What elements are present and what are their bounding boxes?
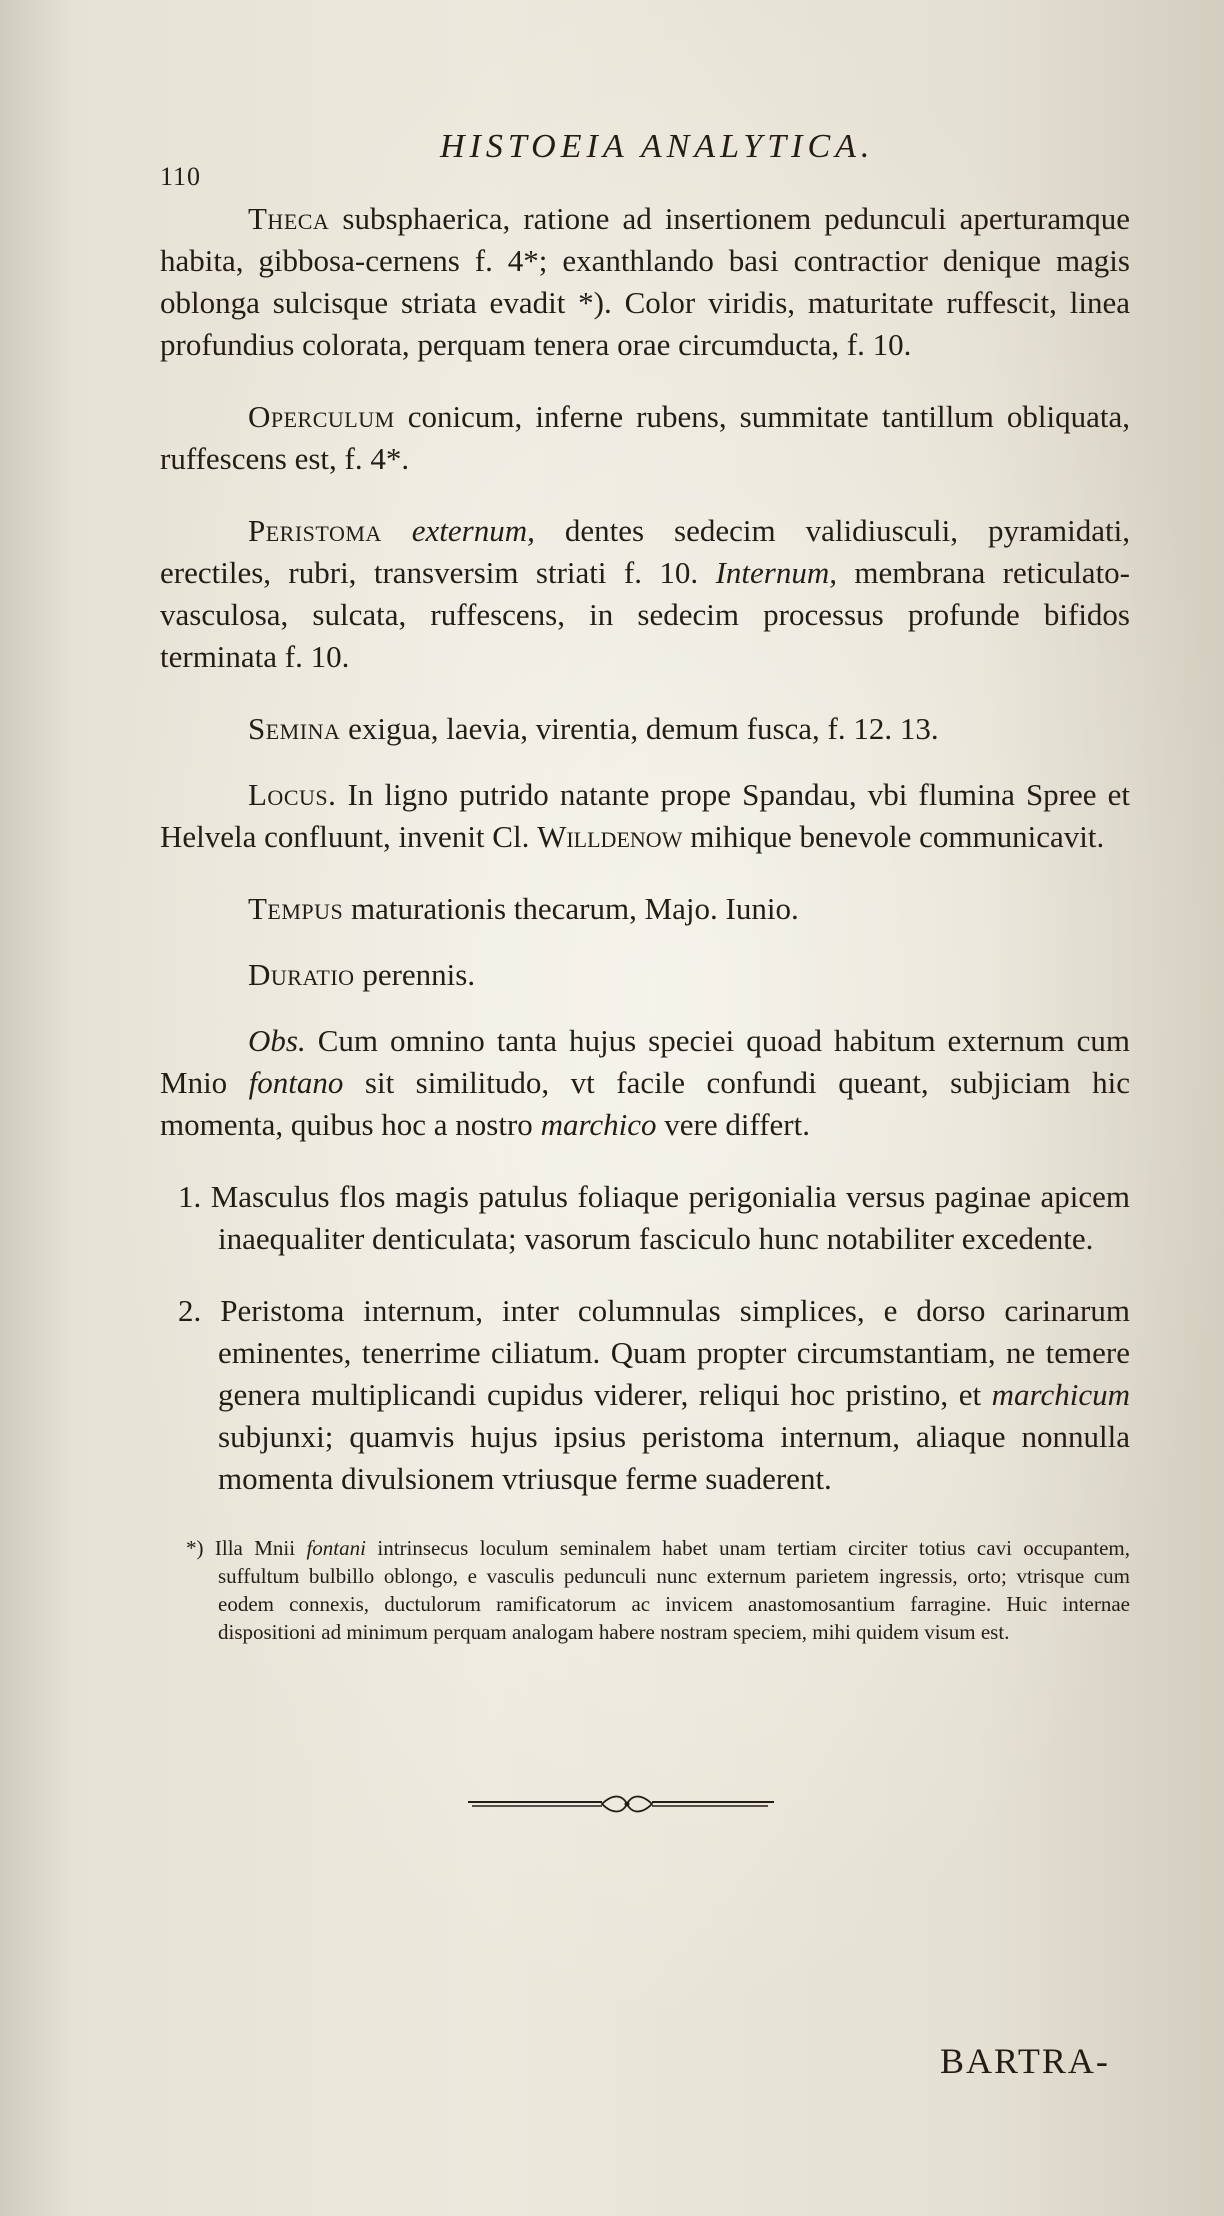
ornamental-rule: [462, 1790, 782, 1818]
theca-heading: Theca: [248, 201, 330, 236]
peristoma-paragraph: [160, 510, 1130, 678]
observation-marchico: marchico: [540, 1107, 657, 1142]
locus-heading: Locus.: [248, 777, 337, 812]
operculum-text: conicum, inferne rubens, summitate tantillum obliquata, ruffescens est, f. 4*.: [160, 399, 1130, 476]
footnote: [160, 1534, 1130, 1646]
theca-text: subsphaerica, ratione ad insertionem pedunculi aperturamque habita, gibbosa-cernens f. 4*; exanthlando basi contractior denique magis oblonga sulcisque striata evadit *). Color viridis, maturitate ruffescit, linea profundius colorata, perquam tenera orae circumducta, f. 10.: [160, 201, 1130, 362]
footnote-text-2: intrinsecus loculum seminalem habet unam tertiam circiter totius cavi occupantem, suffultum bulbillo oblongo, e vasculis pedunculi nunc externum parietem ingressis, orto; vtrisque cum eodem connexis, ductulorum ramificatorum ac invicem anastomosantium farragine. Huic internae dispositioni ad minimum perquam analogam habere nostram speciem, mihi quidem visum est.: [218, 1536, 1130, 1644]
list-item-marchicum: marchicum: [991, 1377, 1130, 1412]
page-number: 110: [160, 162, 202, 191]
duratio-text: perennis.: [354, 957, 476, 992]
semina-text: exigua, laevia, virentia, demum fusca, f. 12. 13.: [340, 711, 939, 746]
footnote-fontani: fontani: [306, 1536, 366, 1560]
operculum-paragraph: [160, 396, 1130, 480]
peristoma-heading: Peristoma: [248, 513, 382, 548]
duratio-paragraph: [160, 954, 1130, 996]
observation-text-3: vere differt.: [656, 1107, 810, 1142]
locus-text-2: mihique benevole communicavit.: [682, 819, 1105, 854]
main-text: [160, 198, 1130, 1667]
list-item-text-2: subjunxi; quamvis hujus ipsius peristoma internum, aliaque nonnulla momenta divulsionem vtriusque ferme suaderent.: [218, 1419, 1130, 1496]
peristoma-text-1: dentes sedecim validiusculi, pyramidati, erectiles, rubri, transversim striati f. 10.: [160, 513, 1131, 590]
operculum-heading: Operculum: [248, 399, 395, 434]
footnote-text-1: Illa Mnii: [203, 1536, 307, 1560]
catchword: BARTRA-: [940, 2041, 1110, 2081]
footnote-mark: *): [186, 1536, 204, 1560]
tempus-heading: Tempus: [248, 891, 344, 926]
list-item-text-1: Peristoma internum, inter columnulas simplices, e dorso carinarum eminentes, tenerrime ciliatum. Quam propter circumstantiam, ne temere genera multiplicandi cupidus viderer, reliqui hoc pristino, et: [201, 1293, 1130, 1412]
locus-collector-name: Willdenow: [537, 819, 683, 854]
theca-paragraph: [160, 198, 1130, 366]
page-header: [160, 128, 1140, 191]
observation-text-1: Cum omnino tanta hujus speciei quoad habitum externum cum Mnio: [160, 1023, 1130, 1100]
list-item: [160, 1176, 1130, 1260]
semina-heading: Semina: [248, 711, 341, 746]
observation-paragraph: [160, 1020, 1130, 1146]
observation-heading: Obs.: [248, 1023, 306, 1058]
semina-paragraph: [160, 708, 1130, 750]
list-item: [160, 1290, 1130, 1500]
list-item-number: 2.: [178, 1293, 202, 1328]
tempus-text: maturationis thecarum, Majo. Iunio.: [343, 891, 799, 926]
duratio-heading: Duratio: [248, 957, 355, 992]
list-item-text: Masculus flos magis patulus foliaque perigonialia versus paginae apicem inaequaliter denticulata; vasorum fasciculo hunc notabiliter excedente.: [201, 1179, 1130, 1256]
locus-paragraph: [160, 774, 1130, 858]
observation-text-2: sit similitudo, vt facile confundi queant, subjiciam hic momenta, quibus hoc a nostro: [160, 1065, 1130, 1142]
tempus-paragraph: [160, 888, 1130, 930]
peristoma-text-2: membrana reticulato-vasculosa, sulcata, ruffescens, in sedecim processus profunde bifidos terminata f. 10.: [160, 555, 1130, 674]
locus-text-1: In ligno putrido natante prope Spandau, vbi flumina Spree et Helvela confluunt, invenit Cl.: [160, 777, 1130, 854]
running-title: HISTOEIA ANALYTICA.: [440, 128, 875, 165]
list-item-number: 1.: [178, 1179, 202, 1214]
peristoma-internum-label: Internum,: [715, 555, 837, 590]
observation-fontano: fontano: [248, 1065, 344, 1100]
peristoma-externum-label: externum,: [381, 513, 535, 548]
